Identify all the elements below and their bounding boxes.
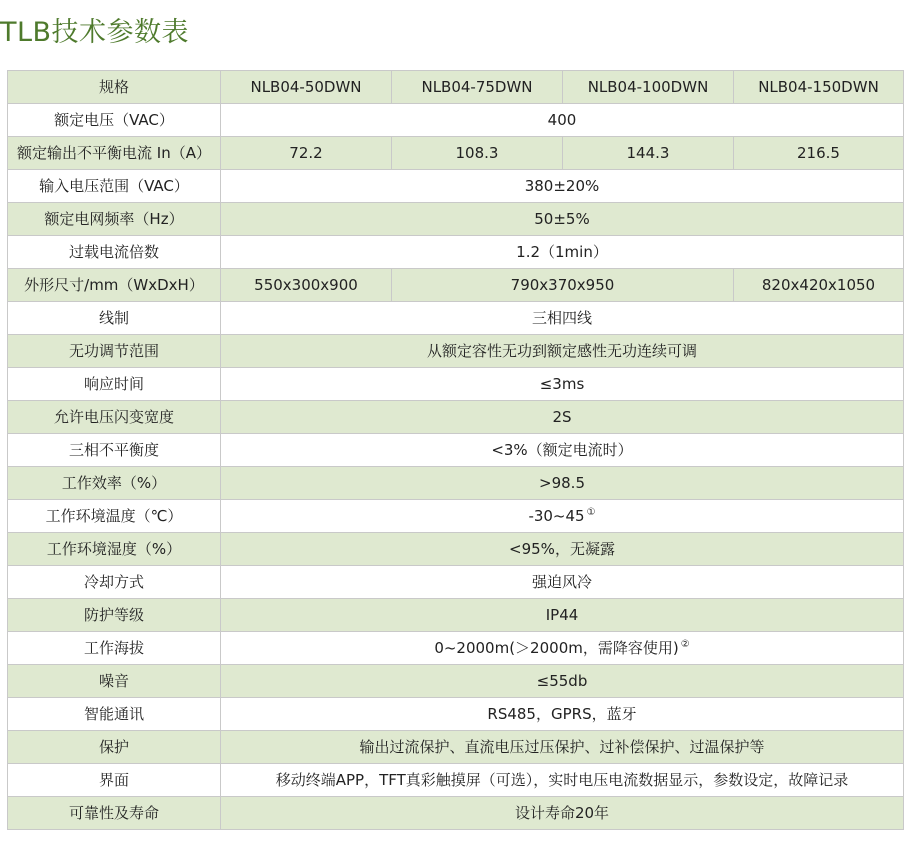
row-value: ≤3ms <box>221 368 904 401</box>
table-row <box>8 335 904 368</box>
table-row <box>8 434 904 467</box>
row-value: 108.3 <box>392 137 563 170</box>
table-row <box>8 797 904 830</box>
table-row <box>8 599 904 632</box>
table-row <box>8 236 904 269</box>
row-value: 移动终端APP，TFT真彩触摸屏（可选），实时电压电流数据显示，参数设定，故障记录 <box>221 764 904 797</box>
table-row <box>8 665 904 698</box>
row-value: 1.2（1min） <box>221 236 904 269</box>
table-row <box>8 203 904 236</box>
table-row <box>8 698 904 731</box>
row-label: 工作环境温度（℃） <box>8 500 221 533</box>
row-value: 50±5% <box>221 203 904 236</box>
row-value: <95%，无凝露 <box>221 533 904 566</box>
row-value: 强迫风冷 <box>221 566 904 599</box>
row-value: 三相四线 <box>221 302 904 335</box>
row-label: 无功调节范围 <box>8 335 221 368</box>
row-label: 可靠性及寿命 <box>8 797 221 830</box>
table-row <box>8 533 904 566</box>
row-value: ≤55db <box>221 665 904 698</box>
row-value: 550x300x900 <box>221 269 392 302</box>
table-row <box>8 566 904 599</box>
row-label: 噪音 <box>8 665 221 698</box>
row-value-cell <box>221 500 904 533</box>
row-label: 三相不平衡度 <box>8 434 221 467</box>
footnote-marker: ① <box>586 507 596 518</box>
row-label: 额定输出不平衡电流 In（A） <box>8 137 221 170</box>
page-title: TLB技术参数表 <box>0 17 190 48</box>
model-header: NLB04-75DWN <box>392 71 563 104</box>
row-label: 智能通讯 <box>8 698 221 731</box>
row-label: 线制 <box>8 302 221 335</box>
row-value: RS485，GPRS，蓝牙 <box>221 698 904 731</box>
table-row <box>8 137 904 170</box>
row-value: 从额定容性无功到额定感性无功连续可调 <box>221 335 904 368</box>
row-label: 允许电压闪变宽度 <box>8 401 221 434</box>
row-label: 外形尺寸/mm（WxDxH） <box>8 269 221 302</box>
row-value: 设计寿命20年 <box>221 797 904 830</box>
table-row <box>8 302 904 335</box>
row-value: 输出过流保护、直流电压过压保护、过补偿保护、过温保护等 <box>221 731 904 764</box>
row-value: 2S <box>221 401 904 434</box>
row-label: 工作环境湿度（%） <box>8 533 221 566</box>
model-header: NLB04-50DWN <box>221 71 392 104</box>
row-value: 216.5 <box>734 137 904 170</box>
model-header: NLB04-150DWN <box>734 71 904 104</box>
row-value: <3%（额定电流时） <box>221 434 904 467</box>
table-row <box>8 467 904 500</box>
row-value: >98.5 <box>221 467 904 500</box>
row-label: 冷却方式 <box>8 566 221 599</box>
table-row <box>8 764 904 797</box>
spec-table <box>7 70 904 830</box>
row-value: 820x420x1050 <box>734 269 904 302</box>
row-label: 额定电网频率（Hz） <box>8 203 221 236</box>
row-value: 380±20% <box>221 170 904 203</box>
table-row <box>8 269 904 302</box>
row-label: 规格 <box>8 71 221 104</box>
row-label: 工作效率（%） <box>8 467 221 500</box>
table-row <box>8 632 904 665</box>
row-value: -30~45 <box>528 507 585 525</box>
row-value: 72.2 <box>221 137 392 170</box>
row-label: 防护等级 <box>8 599 221 632</box>
row-label: 输入电压范围（VAC） <box>8 170 221 203</box>
row-value: IP44 <box>221 599 904 632</box>
row-value: 790x370x950 <box>392 269 734 302</box>
row-value: 144.3 <box>563 137 734 170</box>
row-label: 界面 <box>8 764 221 797</box>
footnote-marker: ② <box>680 639 690 650</box>
row-label: 工作海拔 <box>8 632 221 665</box>
table-row <box>8 104 904 137</box>
row-value: 400 <box>221 104 904 137</box>
row-label: 保护 <box>8 731 221 764</box>
row-value-cell <box>221 632 904 665</box>
row-label: 过载电流倍数 <box>8 236 221 269</box>
table-row <box>8 401 904 434</box>
row-value: 0~2000m(＞2000m，需降容使用) <box>434 639 679 657</box>
table-row <box>8 731 904 764</box>
table-header-row <box>8 71 904 104</box>
row-label: 响应时间 <box>8 368 221 401</box>
table-row <box>8 500 904 533</box>
row-label: 额定电压（VAC） <box>8 104 221 137</box>
model-header: NLB04-100DWN <box>563 71 734 104</box>
table-row <box>8 170 904 203</box>
table-row <box>8 368 904 401</box>
